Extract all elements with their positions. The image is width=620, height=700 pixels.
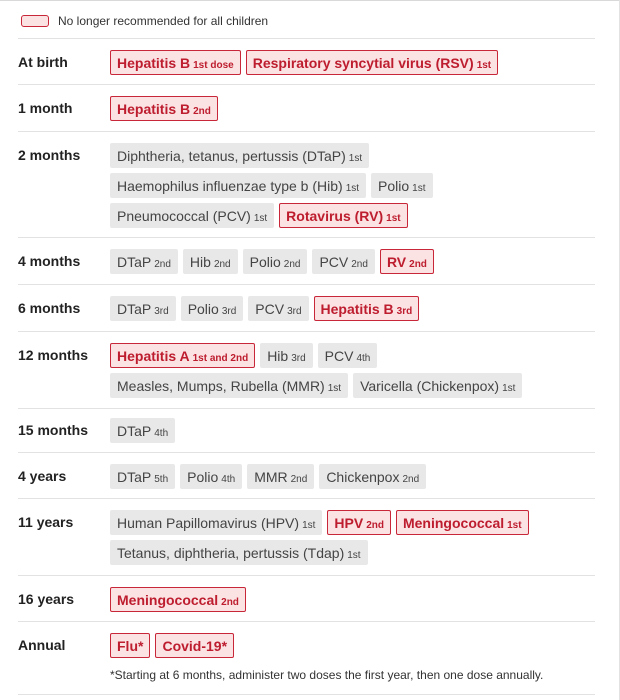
vaccine-chip-dtap: [110, 249, 178, 274]
vaccine-name: Haemophilus influenzae type b (Hib): [117, 177, 343, 194]
vaccine-name: Pneumococcal (PCV): [117, 207, 251, 224]
dose-label: 2nd: [154, 258, 171, 270]
vaccine-chip-respiratory-syncytial-virus-rsv: [246, 50, 498, 75]
vaccine-chip-pcv: [318, 343, 378, 368]
vaccine-name: Hib: [267, 347, 289, 364]
vaccine-chip-measles-mumps-rubella-mmr: [110, 373, 348, 398]
dose-label: 1st: [386, 212, 401, 224]
vaccine-chip-dtap: [110, 296, 176, 321]
schedule-row-6-months: [18, 284, 595, 331]
schedule-row-1-month: [18, 84, 595, 131]
top-border: [0, 0, 620, 1]
dose-label: 1st and 2nd: [192, 352, 249, 364]
vaccine-chip-dtap: [110, 418, 175, 443]
vaccine-line: [110, 415, 595, 445]
vaccine-name: Tetanus, diphtheria, pertussis (Tdap): [117, 544, 345, 561]
vaccine-list: [110, 293, 595, 331]
vaccine-list: [110, 630, 595, 698]
dose-label: 1st: [345, 182, 360, 194]
vaccine-chip-pcv: [312, 249, 374, 274]
vaccine-list: [110, 415, 595, 452]
vaccine-name: Meningococcal: [117, 591, 219, 608]
vaccine-chip-hepatitis-b: [314, 296, 420, 321]
vaccine-name: Meningococcal: [402, 514, 505, 531]
vaccine-chip-meningococcal: [110, 587, 246, 612]
vaccine-name: Hepatitis A: [117, 347, 190, 364]
dose-label: 1st dose: [193, 59, 234, 71]
vaccine-chip-varicella-chickenpox: [353, 373, 522, 398]
vaccine-chip-hib: [260, 343, 312, 368]
vaccine-line: [110, 537, 595, 567]
age-label: 12 months: [18, 347, 89, 363]
vaccine-name: Covid-19*: [162, 637, 228, 654]
dose-label: 1st: [348, 152, 363, 164]
vaccine-name: Diphtheria, tetanus, pertussis (DTaP): [117, 147, 346, 164]
vaccine-line: [110, 630, 595, 660]
dose-label: 2nd: [409, 258, 427, 270]
dose-label: 1st: [253, 212, 268, 224]
dose-label: 4th: [221, 473, 236, 485]
dose-label: 4th: [356, 352, 371, 364]
vaccine-name: DTaP: [117, 468, 152, 485]
vaccine-name: Hepatitis B: [117, 100, 191, 117]
legend-label: No longer recommended for all children: [58, 14, 269, 28]
vaccine-chip-polio: [371, 173, 432, 198]
vaccine-line: [110, 461, 595, 491]
dose-label: 3rd: [291, 352, 306, 364]
vaccine-line: [110, 200, 595, 230]
schedule-row-15-months: [18, 408, 595, 452]
dose-label: 3rd: [221, 305, 237, 317]
vaccine-chip-meningococcal: [396, 510, 529, 535]
vaccine-list: [110, 507, 595, 575]
schedule-row-2-months: [18, 131, 595, 237]
age-label: 4 years: [18, 468, 67, 484]
age-label: 2 months: [18, 147, 81, 163]
vaccine-chip-dtap: [110, 464, 175, 489]
bottom-border: [18, 694, 595, 695]
vaccine-line: [110, 93, 595, 123]
vaccine-name: PCV: [319, 253, 349, 270]
vaccine-chip-covid-19: [155, 633, 234, 658]
dose-label: 1st: [327, 382, 342, 394]
vaccine-chip-pcv: [248, 296, 308, 321]
dose-label: 1st: [502, 382, 516, 394]
dose-label: 1st: [302, 519, 316, 531]
vaccine-list: [110, 47, 595, 84]
vaccine-chip-hib: [183, 249, 238, 274]
dose-label: 3rd: [396, 305, 413, 317]
vaccine-list: [110, 93, 595, 131]
vaccine-line: [110, 47, 595, 77]
vaccine-name: Hepatitis B: [117, 54, 191, 71]
vaccine-line: [110, 584, 595, 614]
dose-label: 1st: [507, 519, 522, 531]
vaccine-name: Polio: [187, 468, 219, 485]
vaccine-line: [110, 370, 595, 400]
vaccine-name: RV: [386, 253, 407, 270]
dose-label: 4th: [154, 427, 169, 439]
vaccine-chip-hepatitis-b: [110, 50, 241, 75]
dose-label: 5th: [154, 473, 169, 485]
dose-label: 1st: [476, 59, 492, 71]
schedule-row-4-years: [18, 452, 595, 498]
vaccine-name: DTaP: [117, 300, 152, 317]
vaccine-name: MMR: [254, 468, 288, 485]
vaccine-chip-diphtheria-tetanus-pertussis-dtap: [110, 143, 369, 168]
footnote: *Starting at 6 months, administer two doses the first year, then one dose annually.: [110, 668, 544, 682]
schedule-row-4-months: [18, 237, 595, 284]
vaccine-list: [110, 140, 595, 237]
vaccine-name: DTaP: [117, 422, 152, 439]
vaccine-chip-mmr: [247, 464, 314, 489]
dose-label: 2nd: [221, 596, 239, 608]
vaccine-name: Human Papillomavirus (HPV): [117, 514, 300, 531]
vaccine-chip-human-papillomavirus-hpv: [110, 510, 322, 535]
vaccine-chip-hepatitis-b: [110, 96, 218, 121]
vaccine-list: [110, 461, 595, 498]
age-label: 6 months: [18, 300, 81, 316]
vaccine-chip-hpv: [327, 510, 391, 535]
vaccine-schedule-table: [18, 38, 595, 698]
vaccine-name: Varicella (Chickenpox): [360, 377, 500, 394]
vaccine-name: Respiratory syncytial virus (RSV): [252, 54, 474, 71]
vaccine-name: Rotavirus (RV): [286, 207, 384, 224]
vaccine-name: DTaP: [117, 253, 152, 270]
vaccine-name: HPV: [334, 514, 364, 531]
vaccine-name: Polio: [378, 177, 410, 194]
vaccine-line: [110, 246, 595, 276]
schedule-row-16-years: [18, 575, 595, 621]
vaccine-chip-polio: [180, 464, 242, 489]
vaccine-line: [110, 340, 595, 370]
vaccine-chip-rotavirus-rv: [279, 203, 407, 228]
dose-label: 2nd: [402, 473, 420, 485]
vaccine-chip-tetanus-diphtheria-pertussis-tdap: [110, 540, 368, 565]
vaccine-line: [110, 140, 595, 170]
vaccine-chip-polio: [181, 296, 244, 321]
dose-label: 2nd: [283, 258, 301, 270]
vaccine-name: Measles, Mumps, Rubella (MMR): [117, 377, 325, 394]
legend-swatch: [21, 15, 49, 27]
vaccine-name: Polio: [249, 253, 281, 270]
dose-label: 2nd: [193, 105, 211, 117]
vaccine-chip-flu: [110, 633, 150, 658]
vaccine-chip-haemophilus-influenzae-type-b-hib: [110, 173, 366, 198]
vaccine-line: [110, 293, 595, 323]
vaccine-list: [110, 584, 595, 621]
age-label: 15 months: [18, 422, 89, 438]
vaccine-chip-pneumococcal-pcv: [110, 203, 274, 228]
dose-label: 2nd: [351, 258, 368, 270]
vaccine-name: Flu*: [117, 637, 144, 654]
age-label: 4 months: [18, 253, 81, 269]
vaccine-name: PCV: [324, 347, 354, 364]
dose-label: 2nd: [366, 519, 384, 531]
legend: [21, 14, 268, 28]
age-label: 11 years: [18, 514, 74, 530]
age-label: 1 month: [18, 100, 73, 116]
vaccine-list: [110, 340, 595, 408]
age-label: 16 years: [18, 591, 75, 607]
vaccine-chip-hepatitis-a: [110, 343, 255, 368]
schedule-row-12-months: [18, 331, 595, 408]
vaccine-name: PCV: [255, 300, 285, 317]
schedule-row-11-years: [18, 498, 595, 575]
dose-label: 2nd: [213, 258, 231, 270]
vaccine-chip-polio: [243, 249, 308, 274]
dose-label: 3rd: [287, 305, 302, 317]
vaccine-name: Chickenpox: [326, 468, 400, 485]
vaccine-name: Polio: [187, 300, 219, 317]
vaccine-name: Hepatitis B: [320, 300, 394, 317]
vaccine-list: [110, 246, 595, 284]
vaccine-chip-rv: [380, 249, 434, 274]
vaccine-line: [110, 507, 595, 537]
age-label: At birth: [18, 54, 68, 70]
age-label: Annual: [18, 637, 66, 653]
dose-label: 1st: [412, 182, 426, 194]
dose-label: 1st: [347, 549, 361, 561]
vaccine-chip-chickenpox: [319, 464, 426, 489]
dose-label: 2nd: [290, 473, 308, 485]
vaccine-name: Hib: [189, 253, 211, 270]
vaccine-line: [110, 170, 595, 200]
dose-label: 3rd: [154, 305, 169, 317]
schedule-row-at-birth: [18, 38, 595, 84]
schedule-row-annual: [18, 621, 595, 698]
